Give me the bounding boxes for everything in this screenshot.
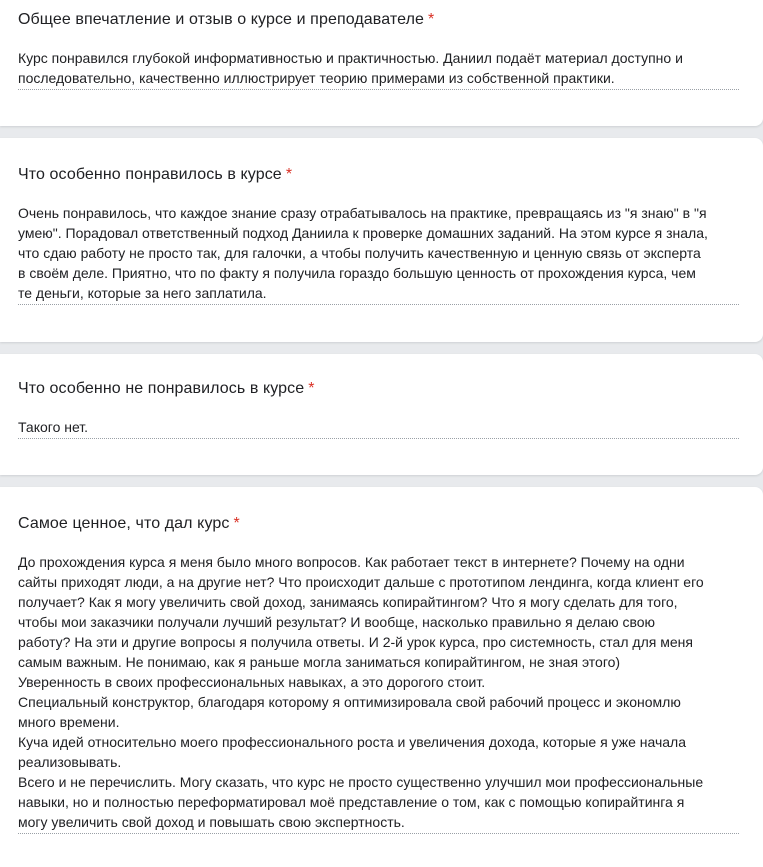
answer-text-field[interactable]: Курс понравился глубокой информативностью и практичностью. Даниил подаёт материал доступно и последовательно, качественно иллюстрирует теорию примерами из собственной практики. <box>18 48 739 90</box>
answer-text-field[interactable]: Такого нет. <box>18 417 739 439</box>
required-asterisk: * <box>308 380 315 397</box>
question-card-liked-most <box>0 138 763 342</box>
question-title-text: Что особенно понравилось в курсе <box>18 166 282 183</box>
question-card-disliked-most <box>0 354 763 475</box>
question-card-overall-impression <box>0 0 763 126</box>
question-card-most-valuable <box>0 487 763 867</box>
answer-text-field[interactable]: До прохождения курса я меня было много вопросов. Как работает текст в интернете? Почему на одни сайты приходят люди, а на другие нет? Что происходит дальше с прототипом лендинга, когда клиент его получает? Как я могу увеличить свой доход, занимаясь копирайтингом? Что я могу сделать для того, чтобы мои заказчики получали лучший результат? И вообще, насколько правильно я делаю свою работу? На эти и другие вопросы я получила ответы. И 2-й урок курса, про системность, стал для меня самым важным. Не понимаю, как я раньше могла заниматься копирайтингом, не зная этого) Уверенность в своих профессиональных навыках, а это дорогого стоит. Специальный конструктор, благодаря которому я оптимизировала свой рабочий процесс и экономлю много времени. Куча идей относительно моего профессионального роста и увеличения дохода, которые я уже начала реализовывать. Всего и не перечислить. Могу сказать, что курс не просто существенно улучшил мои профессиональные навыки, но и полностью переформатировал моё представление о том, как с помощью копирайтинга я могу увеличить свой доход и повышать свою экспертность. <box>18 552 739 834</box>
question-title <box>18 378 315 400</box>
question-title-text: Что особенно не понравилось в курсе <box>18 380 305 397</box>
required-asterisk: * <box>285 166 293 183</box>
question-title-text: Общее впечатление и отзыв о курсе и преподавателе <box>18 11 425 28</box>
question-title <box>18 164 292 186</box>
question-title-text: Самое ценное, что дал курс <box>18 515 230 532</box>
required-asterisk: * <box>233 515 240 532</box>
question-title <box>18 513 240 535</box>
required-asterisk: * <box>428 11 435 28</box>
question-title <box>18 9 434 31</box>
answer-text-field[interactable]: Очень понравилось, что каждое знание сразу отрабатывалось на практике, превращаясь из "я знаю" в "я умею". Порадовал ответственный подход Даниила к проверке домашних заданий. На этом курсе я знала, что сдаю работу не просто так, для галочки, а чтобы получить качественную и ценную связь от эксперта в своём деле. Приятно, что по факту я получила гораздо большую ценность от прохождения курса, чем те деньги, которые за него заплатила. <box>18 203 739 305</box>
